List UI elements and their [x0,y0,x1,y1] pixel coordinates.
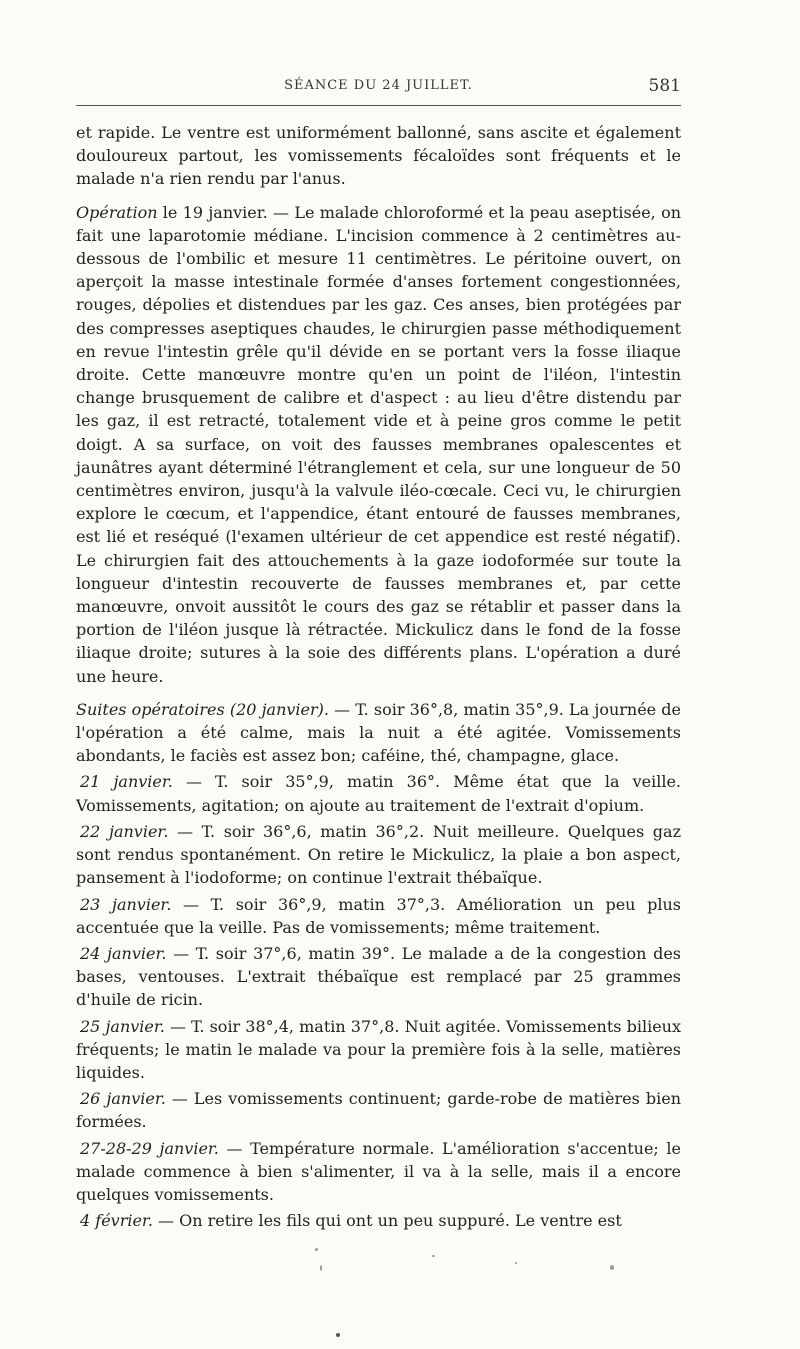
entry-text: — T. soir 38°,4, matin 37°,8. Nuit agitée. Vomissements bilieux fréquents; le matin le malade va pour la première fois à la selle, matières liquides. [76,1016,681,1082]
entry-24-janvier [76,942,681,1012]
entry-22-janvier [76,820,681,890]
entry-text: — On retire les fils qui ont un peu suppuré. Le ventre est [152,1211,622,1231]
paper-specks [300,1240,640,1340]
speck [315,1248,318,1251]
entry-26-janvier [76,1087,681,1133]
paragraph-lead-operation: Opération [76,202,158,222]
paragraph-operation [76,201,681,688]
running-head: SÉANCE DU 24 JUILLET. [284,78,473,93]
speck [320,1265,322,1271]
entry-text: — T. soir 36°,6, matin 36°,2. Nuit meilleure. Quelques gaz sont rendus spontanément. On retire le Mickulicz, la plaie a bon aspect, pansement à l'iodoforme; on continue l'extrait thébaïque. [76,821,681,888]
entry-date: 27-28-29 janvier. [80,1138,219,1158]
entry-23-janvier [76,893,681,939]
entry-text: — T. soir 36°,9, matin 37°,3. Amélioration un peu plus accentuée que la veille. Pas de vomissements; même traitement. [76,894,681,937]
speck [610,1265,614,1270]
paragraph-body-operation: le 19 janvier. — Le malade chloroformé et la peau aseptisée, on fait une laparotomie médiane. L'incision commence à 2 centimètres au-dessous de l'ombilic et mesure 11 centimètres. Le péritoine ouvert, on aperçoit la masse intestinale formée d'anses fortement congestionnées, rouges, dépolies et distendues par les gaz. Ces anses, bien protégées par des compresses aseptiques chaudes, le chirurgien passe méthodiquement en revue l'intestin grêle qu'il dévide en se portant vers la fosse iliaque droite. Cette manœuvre montre qu'en un point de l'iléon, l'intestin change brusquement de calibre et d'aspect : au lieu d'être distendu par les gaz, il est retracté, totalement vide et à peine gros comme le petit doigt. A sa surface, on voit des fausses membranes opalescentes et jaunâtres ayant déterminé l'étranglement et cela, sur une longueur de 50 centimètres environ, jusqu'à la valvule iléo-cœcale. Ceci vu, le chirurgien explore le cœcum, et l'appendice, étant entouré de fausses membranes, est lié et reséqué (l'examen ultérieur de cet appendice est resté négatif). Le chirurgien fait des attouchements à la gaze iodoformée sur toute la longueur d'intestin recouverte de fausses membranes et, par cette manœuvre, onvoit aussitôt le cours des gaz se rétablir et passer dans la portion de l'iléon jusque là rétractée. Mickulicz dans le fond de la fosse iliaque droite; sutures à la soie des différents plans. L'opération a duré une heure. [76,202,681,686]
entry-4-fevrier [76,1209,681,1232]
entry-date: 25 janvier. [80,1016,165,1036]
speck [432,1255,435,1257]
entry-25-janvier [76,1015,681,1085]
speck [515,1262,517,1264]
header-rule [76,105,681,106]
entry-date: 22 janvier. [80,821,169,841]
entry-27-28-29-janvier [76,1137,681,1207]
entry-text: — Température normale. L'amélioration s'accentue; le malade commence à bien s'alimenter, il va à la selle, mais il a encore quelques vomissements. [76,1138,681,1204]
paragraph-body-suites: — T. soir 36°,8, matin 35°,9. La journée de l'opération a été calme, mais la nuit a été agitée. Vomissements abondants, le faciès est assez bon; caféine, thé, champagne, glace. [76,699,682,766]
entry-text: — T. soir 37°,6, matin 39°. Le malade a de la congestion des bases, ventouses. L'extrait thébaïque est remplacé par 25 grammes d'huile de ricin. [76,943,681,1010]
paragraph-suites [76,698,681,768]
entry-text: — T. soir 35°,9, matin 36°. Même état que la veille. Vomissements, agitation; on ajoute au traitement de l'extrait d'opium. [76,772,681,815]
paragraph-1: et rapide. Le ventre est uniformément ballonné, sans ascite et également douloureux partout, les vomissements fécaloïdes sont fréquents et le malade n'a rien rendu par l'anus. [76,123,681,189]
entry-date: 26 janvier. [80,1089,166,1109]
entry-21-janvier [76,770,681,816]
body-text [76,121,681,1232]
entry-text: — Les vomissements continuent; garde-robe de matières bien formées. [76,1089,681,1132]
page-header [76,76,681,100]
entry-date: 24 janvier. [80,943,167,963]
paragraph-lead-suites: Suites opératoires (20 janvier). [76,699,329,719]
entry-date: 23 janvier. [80,894,172,914]
page-number: 581 [648,76,681,96]
entry-date: 4 février. [80,1211,153,1231]
entry-date: 21 janvier. [80,772,173,792]
speck [336,1333,340,1337]
